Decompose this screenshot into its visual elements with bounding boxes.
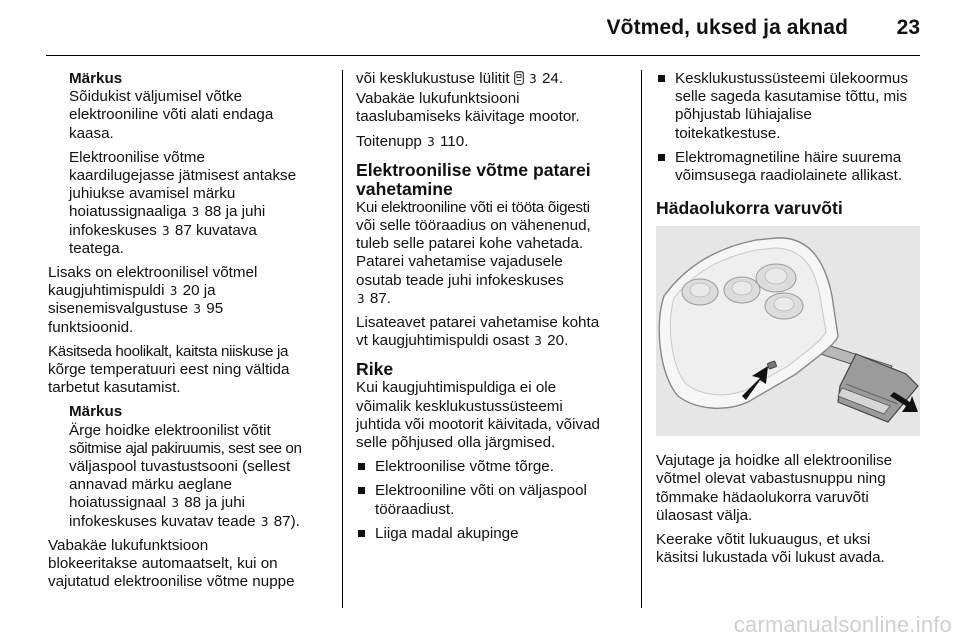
text-line: Lisateavet patarei vahetamise kohta bbox=[356, 314, 600, 332]
paragraph bbox=[356, 314, 628, 350]
text-line: kõrge temperatuuri eest ning vältida bbox=[48, 361, 290, 379]
text-line: taaslubamiseks käivitage mootor. bbox=[356, 108, 580, 126]
text-line: Liiga madal akupinge bbox=[375, 524, 519, 542]
note-title: Märkus bbox=[69, 403, 123, 421]
text-line: sõitmise ajal pakiruumis, sest see on bbox=[69, 439, 302, 457]
paragraph bbox=[356, 70, 628, 127]
bullet-square-icon bbox=[358, 463, 365, 470]
text-line bbox=[356, 332, 628, 350]
text-line: või selle tööraadius on vähenenud, bbox=[356, 217, 591, 235]
text-line: ülaosast välja. bbox=[656, 506, 753, 524]
text-run: sisenemisvalgustuse bbox=[48, 300, 189, 318]
text-line: Kui elektrooniline võti ei tööta õigesti bbox=[356, 198, 590, 216]
text-line bbox=[69, 513, 332, 531]
text-line: Elektrooniline võti on väljaspool bbox=[375, 482, 587, 500]
text-line: Vabakäe lukufunktsiooni bbox=[356, 90, 520, 108]
page-ref-arrow-icon: 3 bbox=[529, 72, 537, 86]
text-line bbox=[356, 133, 628, 151]
text-run: kaugjuhtimispuldi bbox=[48, 282, 165, 300]
text-line: selle sageda kasutamise tõttu, mis bbox=[675, 88, 908, 106]
watermark: carmanualsonline.info bbox=[733, 612, 952, 637]
page-ref-link[interactable]: 87 kuvatava bbox=[174, 221, 257, 239]
page-ref-link[interactable]: 88 ja juhi bbox=[184, 494, 246, 512]
text-line: kaasa. bbox=[69, 124, 114, 142]
page-ref-link[interactable]: 95 bbox=[206, 300, 224, 318]
bullet-item bbox=[356, 482, 628, 518]
column-1 bbox=[48, 70, 332, 597]
text-line bbox=[356, 70, 628, 90]
note-box bbox=[48, 403, 332, 530]
heading-line: vahetamine bbox=[356, 178, 453, 199]
text-line: annavad märku aeglane bbox=[69, 476, 232, 494]
bullet-square-icon bbox=[358, 530, 365, 537]
text-line: Patarei vahetamise vajadusele bbox=[356, 253, 563, 271]
paragraph bbox=[656, 452, 924, 525]
text-line: Kesklukustussüsteemi ülekoormus bbox=[675, 70, 908, 87]
page-ref-arrow-icon: 3 bbox=[171, 496, 179, 511]
text-line: võimsusega raadiolainete allikast. bbox=[675, 167, 903, 185]
text-line: selle põhjused olla järgmised. bbox=[356, 434, 556, 452]
text-line bbox=[48, 282, 332, 300]
text-line: väljaspool tuvastustsooni (sellest bbox=[69, 458, 291, 476]
bullet-square-icon bbox=[658, 154, 665, 161]
bullet-item bbox=[356, 458, 628, 476]
text-line: funktsioonid. bbox=[48, 318, 134, 336]
column-separator bbox=[641, 70, 642, 608]
paragraph bbox=[356, 199, 628, 308]
text-line: võimalik kesklukustussüsteemi bbox=[356, 397, 563, 415]
text-line: osutab teade juhi infokeskuses bbox=[356, 271, 564, 289]
paragraph bbox=[69, 149, 332, 258]
text-run: Toitenupp bbox=[356, 132, 422, 150]
text-line: Vabakäe lukufunktsioon bbox=[48, 536, 209, 554]
paragraph bbox=[356, 133, 628, 151]
text-run: vt kaugjuhtimispuldi osast bbox=[356, 332, 530, 350]
paragraph bbox=[356, 379, 628, 452]
page-ref-arrow-icon: 3 bbox=[169, 284, 178, 299]
text-run: hoiatussignaal bbox=[69, 494, 167, 512]
text-line: Vajutage ja hoidke all elektroonilise bbox=[656, 452, 893, 470]
text-run: infokeskuses bbox=[69, 221, 157, 239]
heading-line: Rike bbox=[356, 359, 394, 380]
page-number: 23 bbox=[896, 16, 920, 39]
bullet-square-icon bbox=[358, 487, 365, 494]
paragraph bbox=[656, 531, 924, 567]
text-line: tõmmake hädaolukorra varuvõti bbox=[656, 488, 869, 506]
text-line: Elektromagnetiline häire suurema bbox=[675, 148, 902, 166]
page-ref-link[interactable]: 20. bbox=[547, 332, 569, 350]
text-run: infokeskuses kuvatav teade bbox=[69, 512, 256, 530]
page-ref-arrow-icon: 3 bbox=[193, 302, 202, 317]
key-card-drawing bbox=[656, 226, 920, 436]
text-line: Lisaks on elektroonilisel võtmel bbox=[48, 264, 258, 282]
text-line bbox=[48, 300, 332, 318]
text-line: Keerake võtit lukuaugus, et uksi bbox=[656, 531, 871, 549]
text-line: põhjustab lühiajalise bbox=[675, 106, 812, 124]
paragraph bbox=[69, 88, 332, 143]
page-ref-link[interactable]: 88 ja juhi bbox=[204, 203, 266, 221]
page-ref-arrow-icon: 3 bbox=[191, 205, 200, 220]
page-ref-arrow-icon: 3 bbox=[357, 291, 365, 306]
text-line: juhiukse avamisel märku bbox=[69, 185, 236, 203]
page-header bbox=[0, 0, 960, 56]
heading-line: Elektroonilise võtme patarei bbox=[356, 159, 591, 180]
text-line: kaardilugejasse jätmisest antakse bbox=[69, 167, 297, 185]
page-ref-link[interactable]: 87). bbox=[273, 512, 300, 530]
bullet-item bbox=[656, 70, 924, 143]
page-ref-arrow-icon: 3 bbox=[162, 223, 170, 238]
text-line: Elektroonilise võtme tõrge. bbox=[375, 458, 554, 476]
page-ref-arrow-icon: 3 bbox=[534, 334, 542, 349]
text-line: vajutatud elektroonilise võtme nuppe bbox=[48, 573, 295, 591]
text-line bbox=[69, 494, 332, 512]
note-title: Märkus bbox=[69, 70, 123, 87]
text-line: Ärge hoidke elektroonilist võtit bbox=[69, 421, 271, 439]
text-line: juhtida või mootorit käivitada, võivad bbox=[356, 415, 600, 433]
paragraph bbox=[48, 343, 332, 398]
emergency-key-illustration bbox=[656, 226, 920, 436]
section-heading bbox=[356, 161, 628, 199]
text-line: tuleb selle patarei kohe vahetada. bbox=[356, 235, 584, 253]
text-run: või kesklukustuse lülitit bbox=[356, 70, 510, 87]
bullet-square-icon bbox=[658, 75, 665, 82]
key-card-body bbox=[659, 238, 838, 408]
page-ref-link[interactable]: 110. bbox=[439, 132, 469, 150]
page-ref-link[interactable]: 87. bbox=[369, 289, 391, 307]
header-title: Võtmed, uksed ja aknad bbox=[606, 16, 848, 39]
note-box bbox=[48, 70, 332, 258]
header-rule bbox=[46, 55, 920, 56]
text-line bbox=[356, 290, 628, 308]
text-line bbox=[69, 203, 332, 221]
text-line: tööraadiust. bbox=[375, 500, 455, 518]
text-line: Sõidukist väljumisel võtke bbox=[69, 88, 243, 106]
lock-switch-icon bbox=[514, 71, 524, 90]
text-run: hoiatussignaaliga bbox=[69, 203, 187, 221]
bullet-item bbox=[356, 525, 628, 543]
text-line: Kui kaugjuhtimispuldiga ei ole bbox=[356, 379, 557, 397]
text-line: blokeeritakse automaatselt, kui on bbox=[48, 555, 278, 573]
column-3 bbox=[656, 70, 924, 573]
text-line bbox=[69, 222, 332, 240]
column-separator bbox=[342, 70, 343, 608]
paragraph bbox=[48, 264, 332, 337]
page-ref-arrow-icon: 3 bbox=[427, 134, 435, 149]
text-line: käsitsi lukustada või lukust avada. bbox=[656, 549, 885, 567]
text-line: teatega. bbox=[69, 239, 124, 257]
text-line: elektrooniline võti alati endaga bbox=[69, 106, 274, 124]
page-ref-link[interactable]: 24. bbox=[541, 70, 564, 87]
heading-line: Hädaolukorra varuvõti bbox=[656, 198, 843, 219]
page-ref-link[interactable]: 20 ja bbox=[182, 282, 216, 300]
page-ref-arrow-icon: 3 bbox=[260, 514, 269, 529]
section-heading bbox=[656, 199, 924, 218]
text-line: toitekatkestuse. bbox=[675, 124, 781, 142]
text-line: Käsitseda hoolikalt, kaitsta niiskuse ja bbox=[48, 342, 289, 360]
text-line: Elektroonilise võtme bbox=[69, 148, 205, 166]
text-line: tarbetut kasutamist. bbox=[48, 379, 181, 397]
paragraph bbox=[48, 537, 332, 592]
column-2 bbox=[356, 70, 628, 549]
section-heading bbox=[356, 360, 628, 379]
bullet-item bbox=[656, 149, 924, 185]
text-line: võtmel olevat vabastusnuppu ning bbox=[656, 470, 886, 488]
